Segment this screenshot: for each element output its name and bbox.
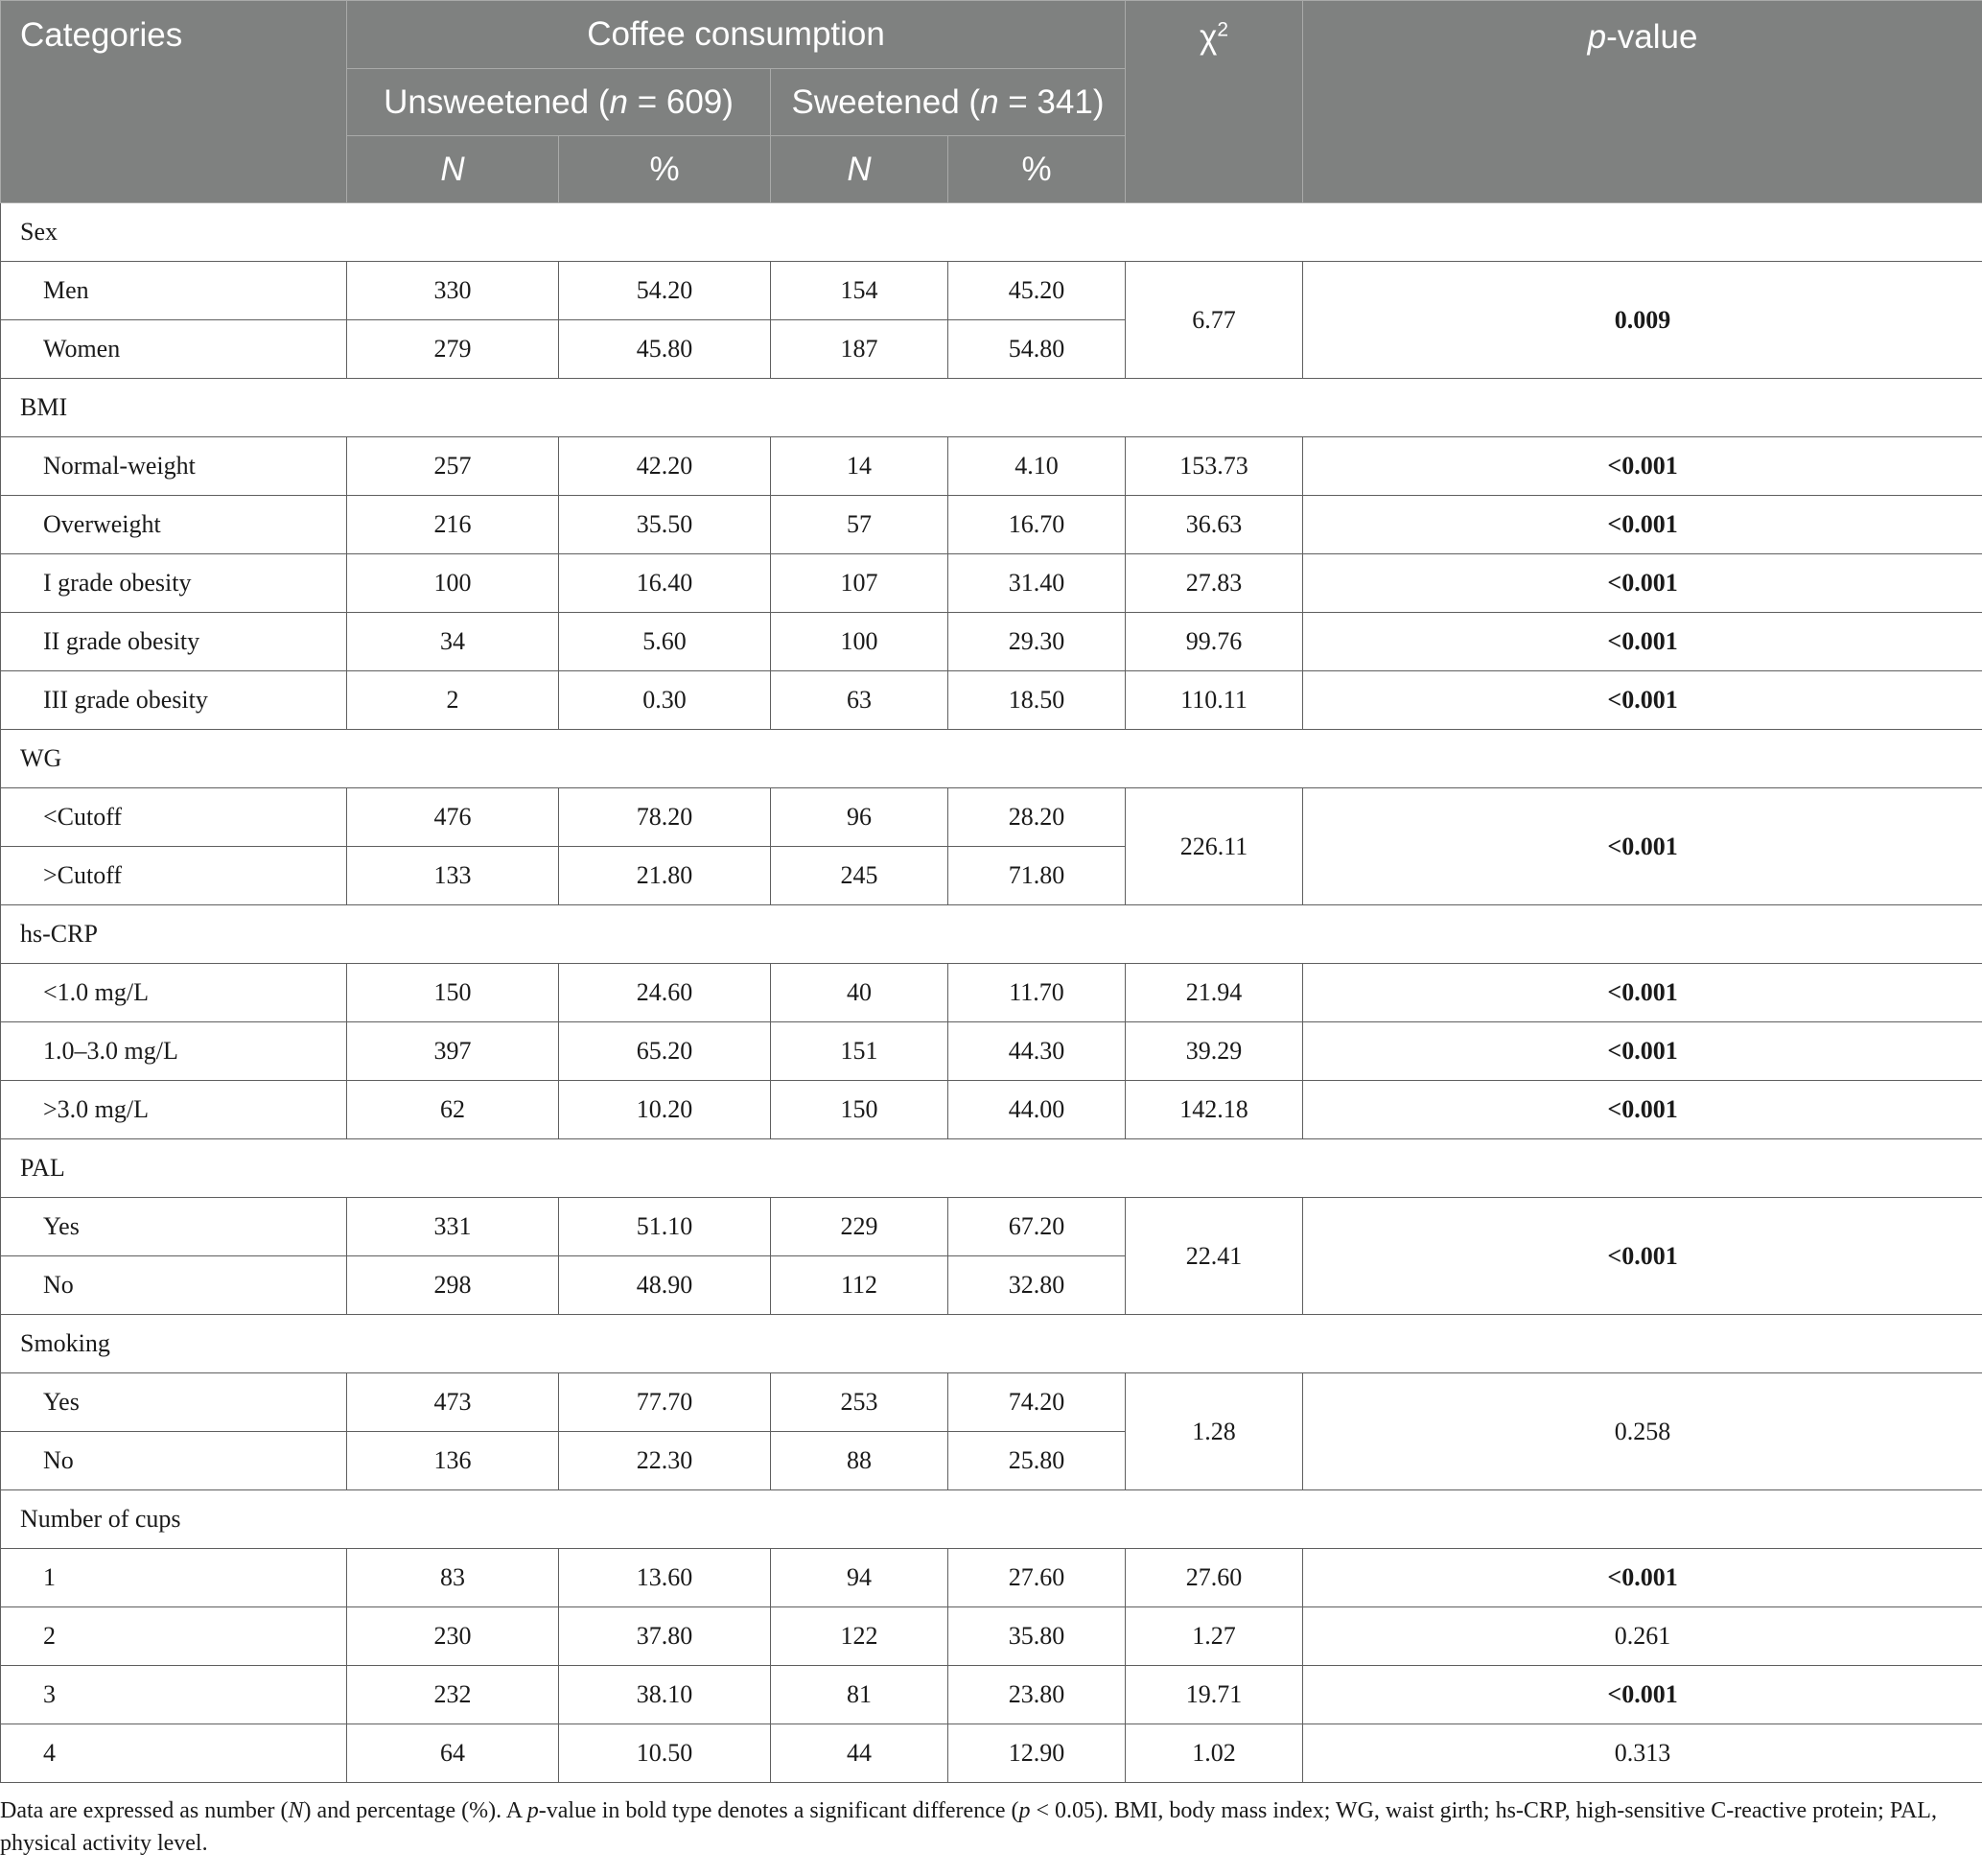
chi-square-cell: 110.11 bbox=[1126, 671, 1303, 730]
unsweetened-n-cell: 216 bbox=[347, 496, 559, 554]
row-label: 1 bbox=[1, 1549, 347, 1607]
p-value-cell: <0.001 bbox=[1303, 671, 1982, 730]
sweetened-pct-cell: 23.80 bbox=[948, 1666, 1126, 1724]
header-categories: Categories bbox=[1, 1, 347, 203]
unsweetened-n-cell: 64 bbox=[347, 1724, 559, 1783]
unsweetened-pct-cell: 0.30 bbox=[559, 671, 771, 730]
unsweetened-pct-cell: 38.10 bbox=[559, 1666, 771, 1724]
chi-square-cell: 142.18 bbox=[1126, 1081, 1303, 1139]
unsweetened-n-cell: 100 bbox=[347, 554, 559, 613]
sweetened-pct-cell: 44.30 bbox=[948, 1022, 1126, 1081]
unsweetened-n-cell: 230 bbox=[347, 1607, 559, 1666]
table-row bbox=[1, 613, 1982, 671]
group-label: Number of cups bbox=[1, 1490, 1982, 1549]
sweetened-pct-cell: 11.70 bbox=[948, 964, 1126, 1022]
group-row bbox=[1, 905, 1982, 964]
unsweetened-pct-cell: 24.60 bbox=[559, 964, 771, 1022]
row-label: No bbox=[1, 1432, 347, 1490]
table-row bbox=[1, 964, 1982, 1022]
row-label: 2 bbox=[1, 1607, 347, 1666]
row-label: No bbox=[1, 1256, 347, 1315]
p-value-cell: <0.001 bbox=[1303, 1198, 1982, 1315]
table-row bbox=[1, 496, 1982, 554]
group-row bbox=[1, 203, 1982, 262]
row-label: Overweight bbox=[1, 496, 347, 554]
sweetened-pct-cell: 35.80 bbox=[948, 1607, 1126, 1666]
sweetened-pct-cell: 12.90 bbox=[948, 1724, 1126, 1783]
p-value-cell: <0.001 bbox=[1303, 496, 1982, 554]
table-row bbox=[1, 1666, 1982, 1724]
unsweetened-pct-cell: 54.20 bbox=[559, 262, 771, 320]
unsweetened-n-cell: 331 bbox=[347, 1198, 559, 1256]
unsweetened-pct-cell: 42.20 bbox=[559, 437, 771, 496]
sweetened-n-cell: 253 bbox=[771, 1373, 948, 1432]
row-label: II grade obesity bbox=[1, 613, 347, 671]
sweetened-n-cell: 154 bbox=[771, 262, 948, 320]
sweetened-n-cell: 96 bbox=[771, 788, 948, 847]
row-label: III grade obesity bbox=[1, 671, 347, 730]
header-unsweetened-pct: % bbox=[559, 136, 771, 203]
unsweetened-pct-cell: 65.20 bbox=[559, 1022, 771, 1081]
header-unsweetened: Unsweetened (n = 609) bbox=[347, 69, 771, 136]
sweetened-pct-cell: 4.10 bbox=[948, 437, 1126, 496]
sweetened-n-cell: 112 bbox=[771, 1256, 948, 1315]
unsweetened-pct-cell: 21.80 bbox=[559, 847, 771, 905]
unsweetened-n-cell: 133 bbox=[347, 847, 559, 905]
group-row bbox=[1, 1139, 1982, 1198]
unsweetened-n-cell: 473 bbox=[347, 1373, 559, 1432]
table-header bbox=[1, 1, 1982, 203]
sweetened-pct-cell: 45.20 bbox=[948, 262, 1126, 320]
table-row bbox=[1, 554, 1982, 613]
row-label: 3 bbox=[1, 1666, 347, 1724]
row-label: <1.0 mg/L bbox=[1, 964, 347, 1022]
group-label: PAL bbox=[1, 1139, 1982, 1198]
chi-square-cell: 1.27 bbox=[1126, 1607, 1303, 1666]
p-value-cell: <0.001 bbox=[1303, 1666, 1982, 1724]
chi-square-cell: 153.73 bbox=[1126, 437, 1303, 496]
sweetened-pct-cell: 54.80 bbox=[948, 320, 1126, 379]
sweetened-pct-cell: 16.70 bbox=[948, 496, 1126, 554]
unsweetened-n-cell: 232 bbox=[347, 1666, 559, 1724]
unsweetened-pct-cell: 48.90 bbox=[559, 1256, 771, 1315]
unsweetened-pct-cell: 35.50 bbox=[559, 496, 771, 554]
table-row bbox=[1, 1198, 1982, 1256]
chi-square-cell: 27.60 bbox=[1126, 1549, 1303, 1607]
unsweetened-pct-cell: 13.60 bbox=[559, 1549, 771, 1607]
header-p-value: p-value bbox=[1303, 1, 1982, 203]
row-label: 4 bbox=[1, 1724, 347, 1783]
sweetened-n-cell: 63 bbox=[771, 671, 948, 730]
sweetened-pct-cell: 71.80 bbox=[948, 847, 1126, 905]
group-label: BMI bbox=[1, 379, 1982, 437]
unsweetened-n-cell: 257 bbox=[347, 437, 559, 496]
header-chi-square: $\chi^2$ bbox=[1126, 1, 1303, 203]
chi-square-cell: 6.77 bbox=[1126, 262, 1303, 379]
unsweetened-n-cell: 83 bbox=[347, 1549, 559, 1607]
chi-square-cell: 19.71 bbox=[1126, 1666, 1303, 1724]
p-value-cell: 0.009 bbox=[1303, 262, 1982, 379]
table-row bbox=[1, 437, 1982, 496]
table-row bbox=[1, 1549, 1982, 1607]
chi-square-cell: 22.41 bbox=[1126, 1198, 1303, 1315]
p-value-cell: <0.001 bbox=[1303, 788, 1982, 905]
sweetened-n-cell: 100 bbox=[771, 613, 948, 671]
unsweetened-n-cell: 279 bbox=[347, 320, 559, 379]
chi-square-cell: 36.63 bbox=[1126, 496, 1303, 554]
p-value-cell: <0.001 bbox=[1303, 554, 1982, 613]
unsweetened-n-cell: 330 bbox=[347, 262, 559, 320]
sweetened-n-cell: 81 bbox=[771, 1666, 948, 1724]
unsweetened-n-cell: 2 bbox=[347, 671, 559, 730]
p-value-cell: <0.001 bbox=[1303, 964, 1982, 1022]
sweetened-n-cell: 88 bbox=[771, 1432, 948, 1490]
unsweetened-n-cell: 150 bbox=[347, 964, 559, 1022]
sweetened-pct-cell: 27.60 bbox=[948, 1549, 1126, 1607]
unsweetened-pct-cell: 77.70 bbox=[559, 1373, 771, 1432]
unsweetened-n-cell: 298 bbox=[347, 1256, 559, 1315]
group-row bbox=[1, 1315, 1982, 1373]
chi-square-cell: 27.83 bbox=[1126, 554, 1303, 613]
sweetened-pct-cell: 28.20 bbox=[948, 788, 1126, 847]
row-label: Normal-weight bbox=[1, 437, 347, 496]
group-label: WG bbox=[1, 730, 1982, 788]
unsweetened-n-cell: 34 bbox=[347, 613, 559, 671]
row-label: Yes bbox=[1, 1373, 347, 1432]
sweetened-n-cell: 57 bbox=[771, 496, 948, 554]
sweetened-n-cell: 44 bbox=[771, 1724, 948, 1783]
unsweetened-pct-cell: 37.80 bbox=[559, 1607, 771, 1666]
unsweetened-pct-cell: 5.60 bbox=[559, 613, 771, 671]
sweetened-pct-cell: 74.20 bbox=[948, 1373, 1126, 1432]
group-row bbox=[1, 1490, 1982, 1549]
unsweetened-n-cell: 397 bbox=[347, 1022, 559, 1081]
unsweetened-pct-cell: 10.20 bbox=[559, 1081, 771, 1139]
header-sweetened: Sweetened (n = 341) bbox=[771, 69, 1126, 136]
group-row bbox=[1, 730, 1982, 788]
sweetened-n-cell: 107 bbox=[771, 554, 948, 613]
unsweetened-pct-cell: 16.40 bbox=[559, 554, 771, 613]
table-body bbox=[1, 203, 1982, 1783]
table-footnote: Data are expressed as number (N) and percentage (%). A p-value in bold type denotes a significant difference (p < 0.05). BMI, body mass index; WG, waist girth; hs-CRP, high-sensitive C-reactive protein; PAL, physical activity level. bbox=[0, 1798, 1937, 1856]
chi-square-cell: 99.76 bbox=[1126, 613, 1303, 671]
row-label: >3.0 mg/L bbox=[1, 1081, 347, 1139]
sweetened-n-cell: 40 bbox=[771, 964, 948, 1022]
header-sweetened-pct: % bbox=[948, 136, 1126, 203]
sweetened-pct-cell: 29.30 bbox=[948, 613, 1126, 671]
unsweetened-pct-cell: 45.80 bbox=[559, 320, 771, 379]
group-label: Smoking bbox=[1, 1315, 1982, 1373]
sweetened-n-cell: 14 bbox=[771, 437, 948, 496]
unsweetened-n-cell: 136 bbox=[347, 1432, 559, 1490]
group-label: hs-CRP bbox=[1, 905, 1982, 964]
unsweetened-pct-cell: 51.10 bbox=[559, 1198, 771, 1256]
sweetened-pct-cell: 44.00 bbox=[948, 1081, 1126, 1139]
chi-square-cell: 21.94 bbox=[1126, 964, 1303, 1022]
sweetened-n-cell: 151 bbox=[771, 1022, 948, 1081]
chi-square-cell: 1.28 bbox=[1126, 1373, 1303, 1490]
sweetened-n-cell: 187 bbox=[771, 320, 948, 379]
row-label: >Cutoff bbox=[1, 847, 347, 905]
header-unsweetened-n: N bbox=[347, 136, 559, 203]
p-value-cell: <0.001 bbox=[1303, 437, 1982, 496]
p-value-cell: 0.258 bbox=[1303, 1373, 1982, 1490]
p-value-cell: <0.001 bbox=[1303, 1081, 1982, 1139]
unsweetened-pct-cell: 78.20 bbox=[559, 788, 771, 847]
header-sweetened-n: N bbox=[771, 136, 948, 203]
sweetened-n-cell: 245 bbox=[771, 847, 948, 905]
row-label: 1.0–3.0 mg/L bbox=[1, 1022, 347, 1081]
unsweetened-n-cell: 62 bbox=[347, 1081, 559, 1139]
p-value-cell: <0.001 bbox=[1303, 1549, 1982, 1607]
table-row bbox=[1, 1373, 1982, 1432]
table-row bbox=[1, 1724, 1982, 1783]
chi-square-cell: 39.29 bbox=[1126, 1022, 1303, 1081]
row-label: Women bbox=[1, 320, 347, 379]
unsweetened-pct-cell: 10.50 bbox=[559, 1724, 771, 1783]
row-label: Men bbox=[1, 262, 347, 320]
group-row bbox=[1, 379, 1982, 437]
group-label: Sex bbox=[1, 203, 1982, 262]
p-value-cell: <0.001 bbox=[1303, 1022, 1982, 1081]
sweetened-pct-cell: 32.80 bbox=[948, 1256, 1126, 1315]
sweetened-pct-cell: 31.40 bbox=[948, 554, 1126, 613]
row-label: Yes bbox=[1, 1198, 347, 1256]
unsweetened-pct-cell: 22.30 bbox=[559, 1432, 771, 1490]
sweetened-pct-cell: 18.50 bbox=[948, 671, 1126, 730]
sweetened-n-cell: 229 bbox=[771, 1198, 948, 1256]
sweetened-n-cell: 150 bbox=[771, 1081, 948, 1139]
header-coffee-consumption: Coffee consumption bbox=[347, 1, 1126, 69]
table-row bbox=[1, 1022, 1982, 1081]
sweetened-pct-cell: 25.80 bbox=[948, 1432, 1126, 1490]
row-label: <Cutoff bbox=[1, 788, 347, 847]
chi-square-cell: 1.02 bbox=[1126, 1724, 1303, 1783]
sweetened-pct-cell: 67.20 bbox=[948, 1198, 1126, 1256]
chi-square-cell: 226.11 bbox=[1126, 788, 1303, 905]
table-row bbox=[1, 671, 1982, 730]
sweetened-n-cell: 94 bbox=[771, 1549, 948, 1607]
table-row bbox=[1, 788, 1982, 847]
p-value-cell: 0.261 bbox=[1303, 1607, 1982, 1666]
p-value-cell: 0.313 bbox=[1303, 1724, 1982, 1783]
table-row bbox=[1, 1081, 1982, 1139]
table-row bbox=[1, 1607, 1982, 1666]
unsweetened-n-cell: 476 bbox=[347, 788, 559, 847]
table-row bbox=[1, 262, 1982, 320]
sweetened-n-cell: 122 bbox=[771, 1607, 948, 1666]
row-label: I grade obesity bbox=[1, 554, 347, 613]
p-value-cell: <0.001 bbox=[1303, 613, 1982, 671]
